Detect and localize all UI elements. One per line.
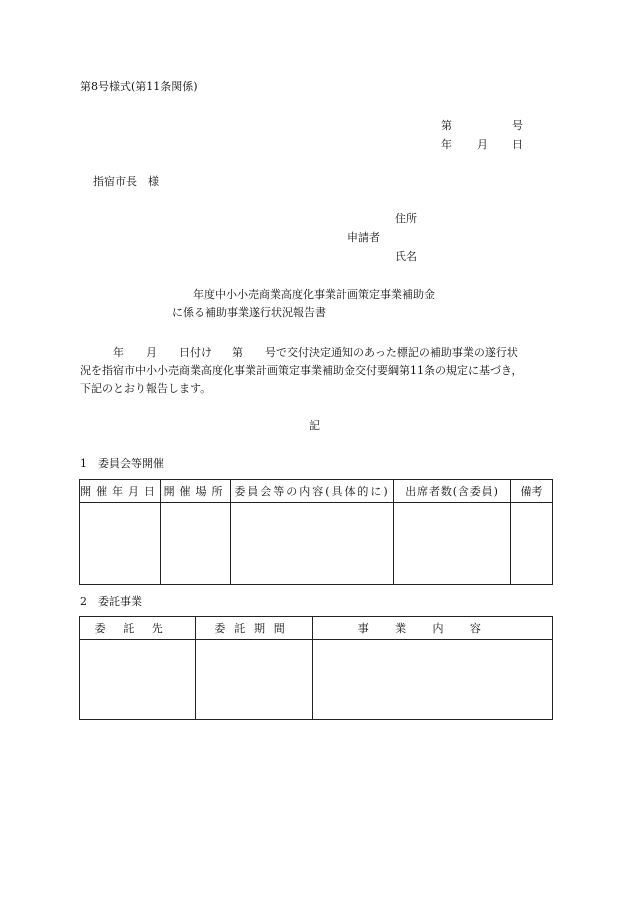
col-content: 委員会等の内容(具体的に) — [231, 480, 394, 503]
name-label: 氏名 — [395, 250, 417, 263]
doc-number-prefix: 第 — [441, 119, 452, 132]
body-day: 日付け — [179, 346, 212, 359]
cell-period — [196, 640, 313, 720]
committee-table — [79, 479, 553, 585]
address-label: 住所 — [395, 212, 417, 225]
col-attendees: 出席者数(含委員) — [394, 480, 511, 503]
cell-business — [313, 640, 553, 720]
col-remarks: 備考 — [511, 480, 553, 503]
cell-date — [80, 503, 161, 585]
cell-consignee — [80, 640, 196, 720]
section1-heading: 1 委員会等開催 — [80, 457, 164, 470]
body-line3: 下記のとおり報告します。 — [80, 382, 212, 395]
consignment-table — [79, 616, 553, 720]
cell-remarks — [511, 503, 553, 585]
doc-number-suffix: 号 — [512, 119, 523, 132]
title-line1: 年度中小小売商業高度化事業計画策定事業補助金 — [193, 288, 435, 301]
title-line2: に係る補助事業遂行状況報告書 — [172, 306, 326, 319]
body-rest: 号で交付決定通知のあった標記の補助事業の遂行状 — [265, 346, 518, 359]
cell-place — [161, 503, 231, 585]
date-month: 月 — [477, 138, 488, 151]
col-date: 開催年月日 — [80, 480, 161, 503]
applicant-label: 申請者 — [347, 231, 380, 244]
addressee: 指宿市長 様 — [93, 175, 159, 188]
col-period: 委託期間 — [196, 617, 313, 640]
body-no: 第 — [232, 346, 243, 359]
body-month: 月 — [146, 346, 157, 359]
form-number: 第8号様式(第11条関係) — [80, 80, 198, 93]
cell-attendees — [394, 503, 511, 585]
body-year: 年 — [113, 346, 124, 359]
body-line1 — [80, 346, 518, 360]
ki-label: 記 — [309, 419, 320, 432]
col-consignee: 委託先 — [80, 617, 196, 640]
cell-content — [231, 503, 394, 585]
col-place: 開催場所 — [161, 480, 231, 503]
body-line2: 況を指宿市中小小売商業高度化事業計画策定事業補助金交付要綱第11条の規定に基づき， — [80, 364, 523, 377]
date-year: 年 — [441, 138, 452, 151]
section2-heading: 2 委託事業 — [80, 595, 142, 608]
date-day: 日 — [512, 138, 523, 151]
col-business: 事業内容 — [313, 617, 553, 640]
